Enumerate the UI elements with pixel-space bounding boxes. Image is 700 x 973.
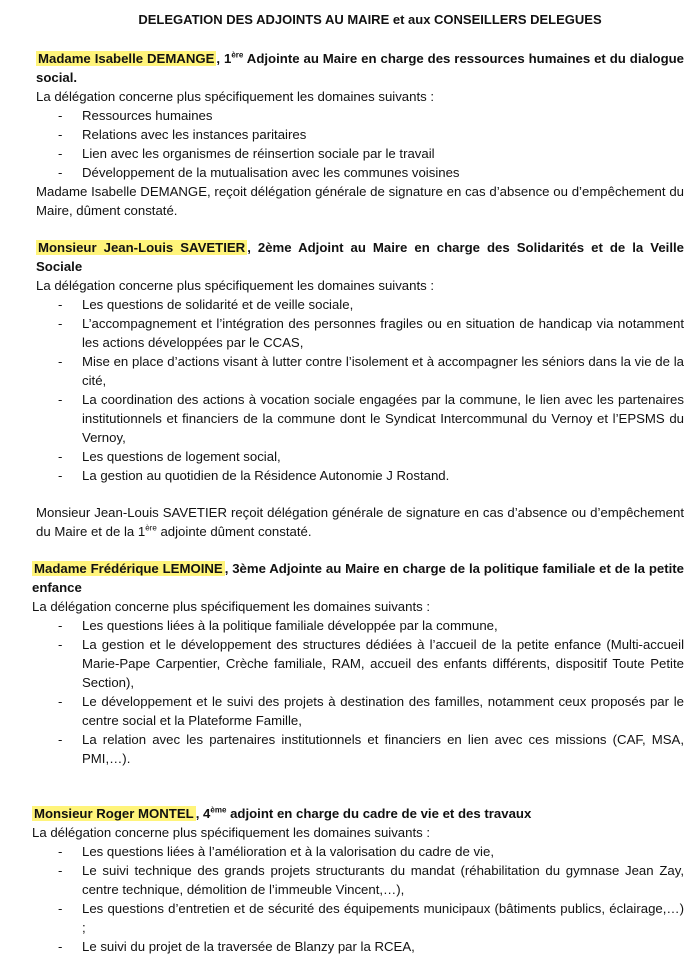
list-item: - Le développement et le suivi des projets à destination des familles, notamment ceux proposés par le centre social et la Plateforme Famille,	[58, 692, 684, 730]
closing-text: Monsieur Jean-Louis SAVETIER reçoit délégation générale de signature en cas d’absence ou d’empêchement du Maire et de la 1ère adjointe dûment constaté.	[36, 505, 684, 539]
list-item: - Relations avec les instances paritaires	[58, 125, 684, 144]
intro-text: La délégation concerne plus spécifiquement les domaines suivants :	[36, 89, 435, 104]
section-heading: Madame Frédérique LEMOINE , 3ème Adjointe au Maire en charge de la politique familiale et de la petite enfance	[32, 561, 684, 595]
list-item: - Les questions de logement social,	[58, 447, 684, 466]
highlighted-name: Monsieur Roger MONTEL	[34, 806, 194, 821]
highlighted-name: Madame Frédérique LEMOINE	[34, 561, 223, 576]
list-item: - Ressources humaines	[58, 106, 684, 125]
list-item: - Les questions d’entretien et de sécurité des équipements municipaux (bâtiments publics, éclairage,…) ;	[58, 899, 684, 937]
list-item: - Le suivi du projet de la traversée de Blanzy par la RCEA,	[58, 937, 684, 956]
list-item: - La gestion et le développement des structures dédiées à l’accueil de la petite enfance (Multi-accueil Marie-Pape Carpentier, Crèche familiale, RAM, accueil des enfants différents, dispositif Toute Petite Section),	[58, 635, 684, 692]
section-heading: Madame Isabelle DEMANGE , 1ère Adjointe au Maire en charge des ressources humaines et du dialogue social.	[36, 50, 685, 85]
list-item: - Lien avec les organismes de réinsertion sociale par le travail	[58, 144, 684, 163]
intro-text: La délégation concerne plus spécifiquement les domaines suivants :	[32, 599, 431, 614]
list-item: - Développement de la mutualisation avec les communes voisines	[58, 163, 684, 182]
intro-text: La délégation concerne plus spécifiquement les domaines suivants :	[32, 825, 431, 840]
domain-list	[36, 295, 684, 485]
list-item: - Les questions liées à la politique familiale développée par la commune,	[58, 616, 684, 635]
highlighted-name: Madame Isabelle DEMANGE	[38, 51, 215, 66]
list-item: - Les questions de solidarité et de veille sociale,	[58, 295, 684, 314]
highlighted-name: Monsieur Jean-Louis SAVETIER	[38, 240, 246, 255]
domain-list	[36, 842, 684, 956]
list-item: - La gestion au quotidien de la Résidence Autonomie J Rostand.	[58, 466, 684, 485]
document-title: DELEGATION DES ADJOINTS AU MAIRE et aux CONSEILLERS DELEGUES	[138, 12, 602, 27]
list-item: - La coordination des actions à vocation sociale engagées par la commune, le lien avec les partenaires institutionnels et financiers de la commune dont le Syndicat Intercommunal du Vernoy et l’EPSMS du Vernoy,	[58, 390, 684, 447]
section-heading: Monsieur Roger MONTEL , 4ème adjoint en charge du cadre de vie et des travaux	[34, 805, 532, 821]
domain-list	[36, 616, 684, 768]
list-item: - La relation avec les partenaires institutionnels et financiers en lien avec ces missions (CAF, MSA, PMI,…).	[58, 730, 684, 768]
section-heading: Monsieur Jean-Louis SAVETIER , 2ème Adjoint au Maire en charge des Solidarités et de la Veille Sociale	[36, 240, 684, 274]
delegation-section-lemoine	[32, 559, 684, 768]
closing-text: Madame Isabelle DEMANGE, reçoit délégation générale de signature en cas d’absence ou d’empêchement du Maire, dûment constaté.	[36, 184, 684, 218]
list-item: - Mise en place d’actions visant à lutter contre l’isolement et à accompagner les séniors dans la vie de la cité,	[58, 352, 684, 390]
delegation-section-demange	[36, 49, 684, 220]
list-item: - Les questions liées à l’amélioration et à la valorisation du cadre de vie,	[58, 842, 684, 861]
list-item: - L’accompagnement et l’intégration des personnes fragiles ou en situation de handicap via notamment les actions développées par le CCAS,	[58, 314, 684, 352]
intro-text: La délégation concerne plus spécifiquement les domaines suivants :	[36, 278, 435, 293]
list-item: - Le suivi technique des grands projets structurants du mandat (réhabilitation du gymnase Jean Zay, centre technique, démolition de l’immeuble Vincent,…),	[58, 861, 684, 899]
domain-list	[36, 106, 684, 182]
delegation-section-montel	[32, 804, 684, 956]
delegation-section-savetier	[36, 238, 684, 541]
